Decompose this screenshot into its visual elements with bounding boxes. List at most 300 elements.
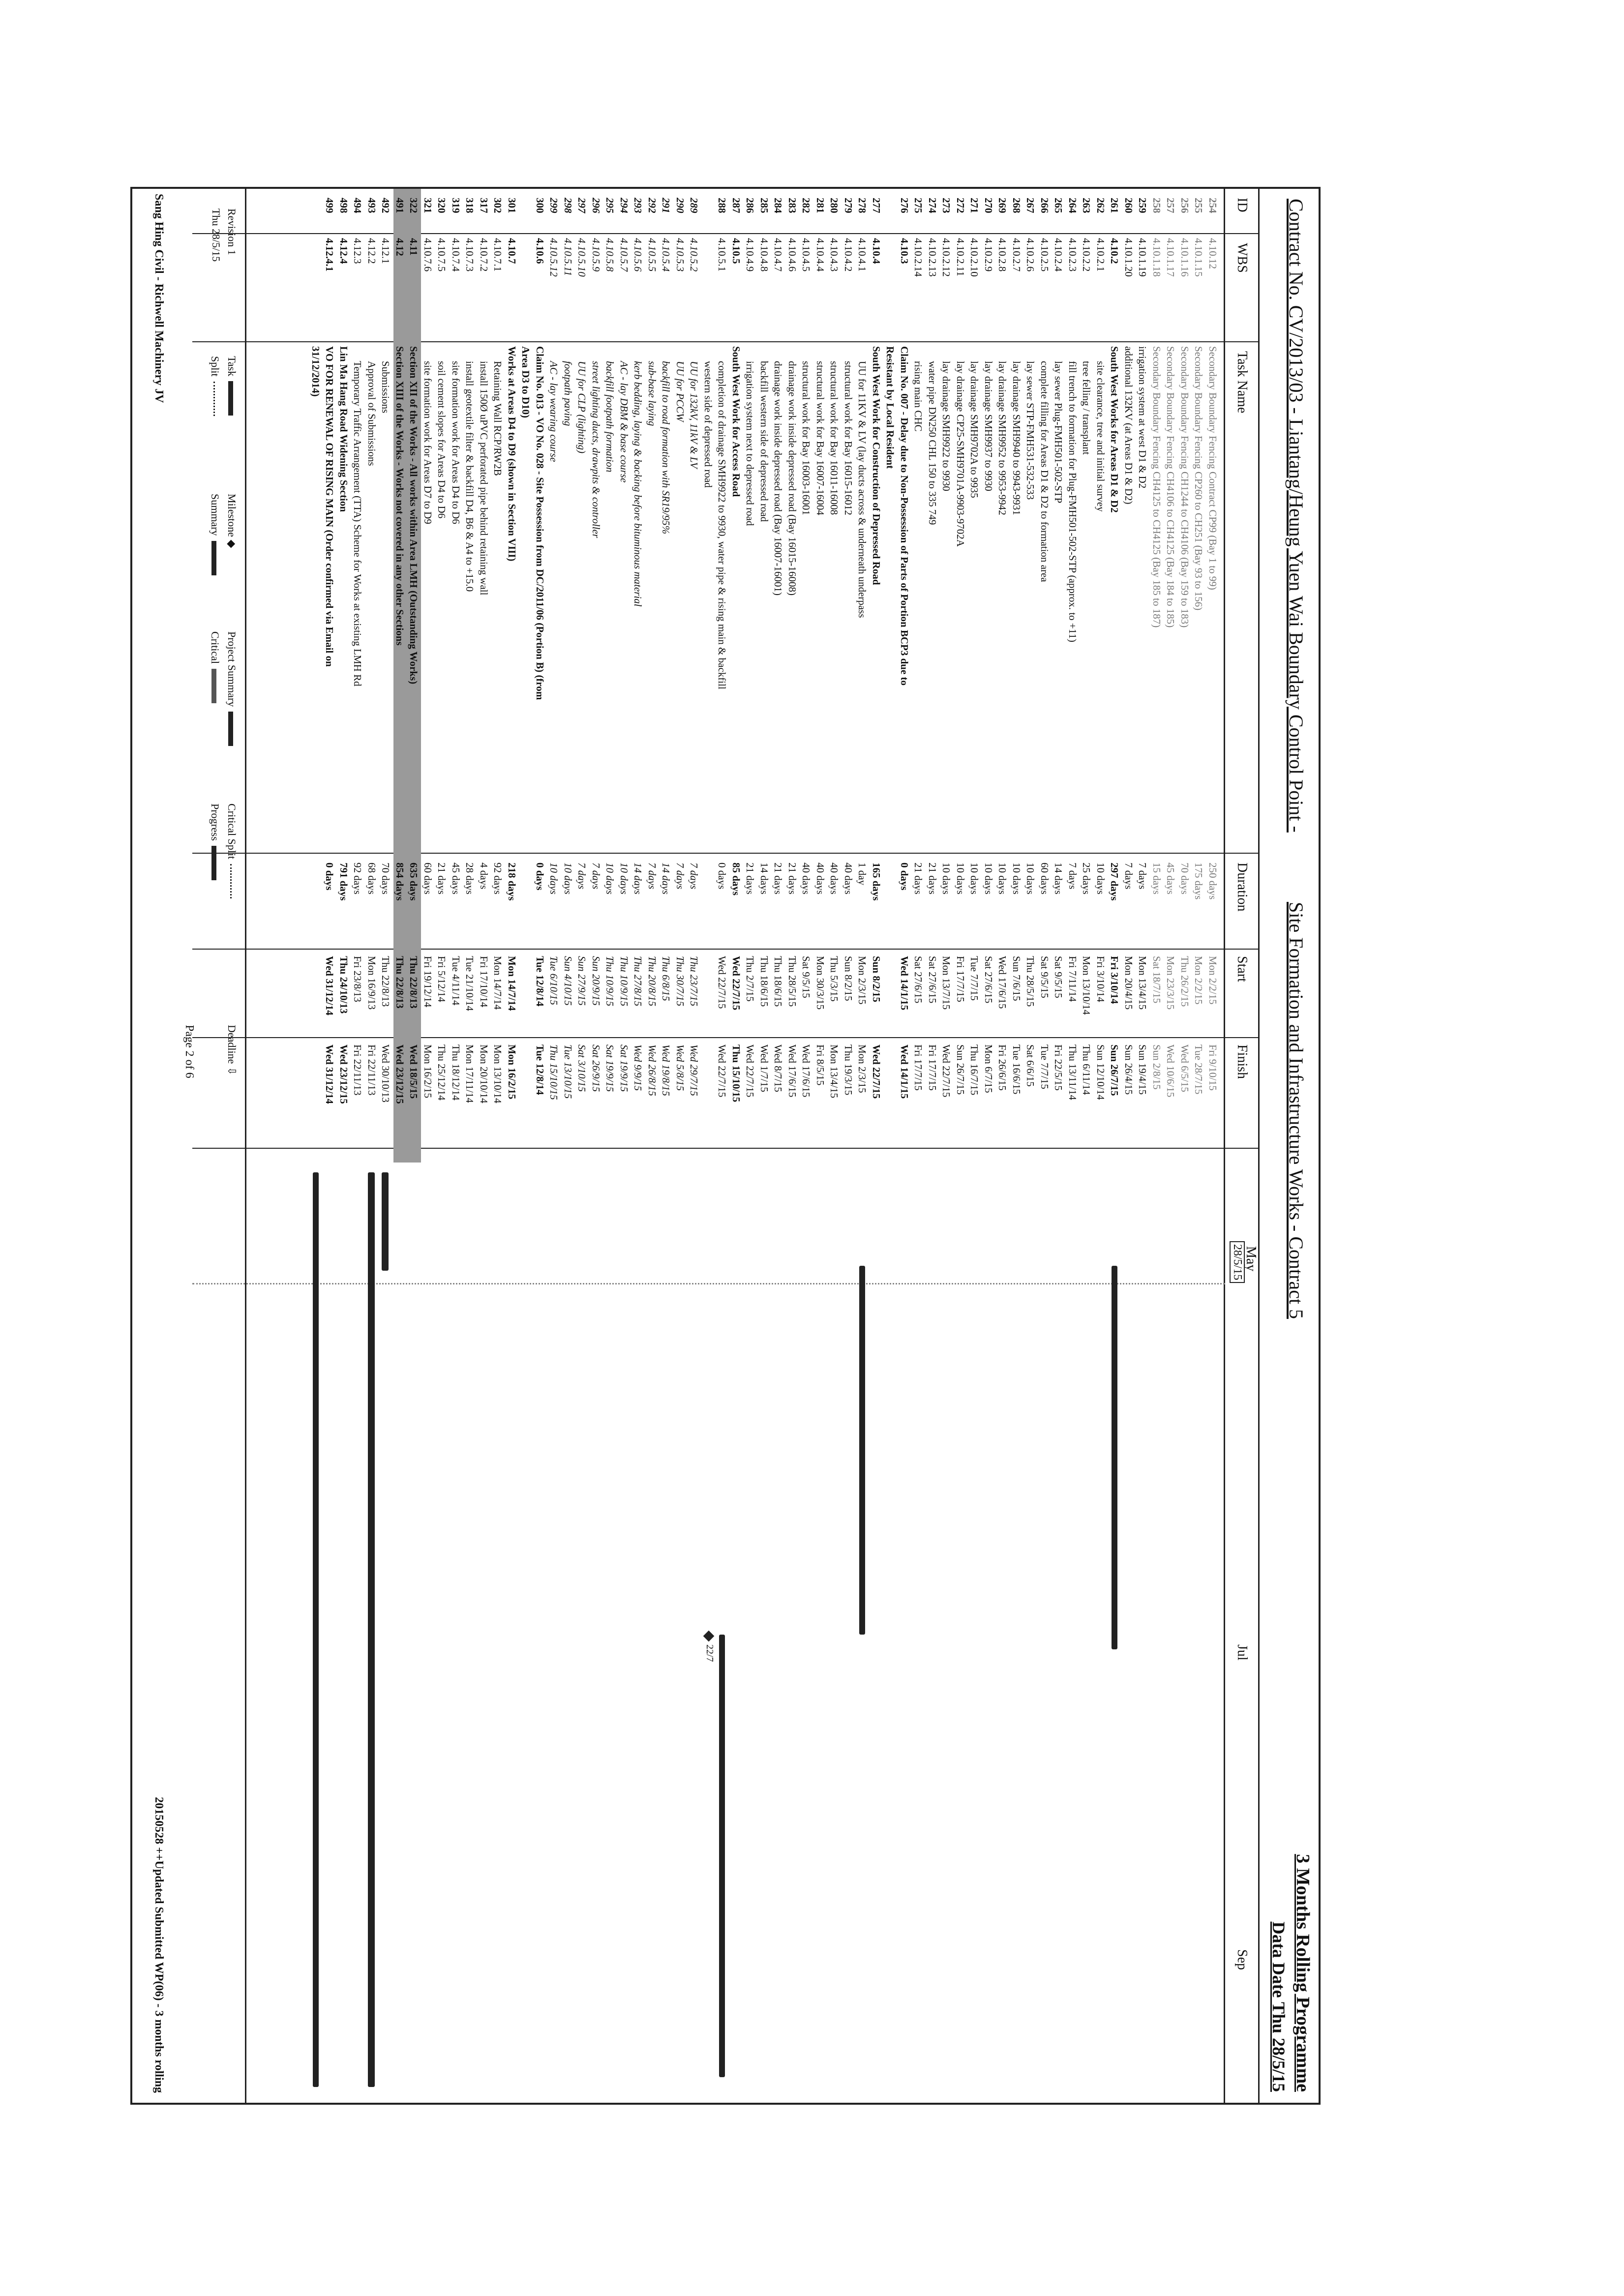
- task-finish: Thu 15/10/15: [730, 1044, 742, 1103]
- task-wbs: 4.10.7.3: [464, 238, 476, 272]
- task-id: 257: [1165, 198, 1177, 213]
- task-finish: Wed 17/6/15: [786, 1044, 798, 1098]
- task-id: 268: [1011, 198, 1023, 213]
- task-start: Sun 8/2/15: [871, 956, 882, 1002]
- task-duration: 10 days: [1095, 863, 1107, 895]
- task-finish: Wed 14/1/15: [899, 1044, 910, 1099]
- table-row: [1081, 189, 1094, 1163]
- bar-lin-ma-hang-road: [313, 1172, 319, 2087]
- col-finish: Finish: [1234, 1044, 1250, 1079]
- task-wbs: 4.12.2: [366, 238, 378, 264]
- table-row: [996, 189, 1010, 1163]
- table-row: [534, 189, 547, 1163]
- task-name: Submissions: [380, 361, 392, 414]
- task-finish: Wed 9/9/15: [632, 1044, 644, 1091]
- timescale-data-date: 28/5/15: [1230, 1241, 1245, 1283]
- table-row: [1066, 189, 1080, 1163]
- task-name: drainage work inside depressed road (Bay 16007-16001): [772, 361, 784, 596]
- task-name: Lin Ma Hang Road Widening Section: [338, 346, 350, 512]
- task-wbs: 4.10.5.12: [548, 238, 560, 277]
- task-duration: 40 days: [842, 863, 854, 895]
- table-row: [842, 189, 856, 1163]
- col-task-name: Task Name: [1234, 351, 1250, 414]
- table-row: [744, 189, 758, 1163]
- table-row: [646, 189, 660, 1163]
- task-start: Fri 19/12/14: [422, 956, 434, 1008]
- task-wbs: 4.10.2.6: [1024, 238, 1037, 272]
- task-name: Secondary Boundary Fencing CH4125 to CH4125 (Bay 185 to 187): [1151, 346, 1163, 628]
- task-duration: 165 days: [871, 863, 882, 901]
- timescale-may: May: [1243, 1246, 1259, 1272]
- task-id: 287: [730, 198, 742, 213]
- task-id: 256: [1179, 198, 1191, 213]
- task-name: Resistant by Local Resident: [884, 346, 897, 469]
- task-start: Tue 4/11/14: [450, 956, 462, 1006]
- bar-section-xiii: [368, 1172, 375, 2087]
- task-duration: 10 days: [940, 863, 953, 895]
- task-wbs: 4.10.4.5: [800, 238, 812, 272]
- task-start: Mon 2/2/15: [1193, 956, 1205, 1005]
- table-row: [674, 189, 688, 1163]
- task-name: fill trench to formation for Plug-FMH501-502-STP (approx. to +11): [1067, 361, 1079, 642]
- task-wbs: 4.10.4.8: [758, 238, 770, 272]
- table-row: [590, 189, 603, 1163]
- table-row: [1193, 189, 1206, 1163]
- task-id: 299: [548, 198, 560, 213]
- task-id: 275: [912, 198, 925, 213]
- task-start: Fri 17/7/15: [955, 956, 966, 1002]
- task-duration: 21 days: [786, 863, 798, 895]
- task-start: Thu 20/8/15: [646, 956, 658, 1007]
- task-wbs: 4.12.4: [338, 238, 350, 264]
- task-name: rising main CHC: [912, 361, 925, 432]
- task-id: 289: [688, 198, 700, 213]
- task-start: Wed 14/1/15: [899, 956, 910, 1011]
- data-date: Data Date Thu 28/5/15: [1269, 1921, 1289, 2092]
- task-finish: Sat 6/6/15: [1024, 1044, 1037, 1087]
- task-id: 270: [983, 198, 994, 213]
- task-finish: Fri 26/6/15: [996, 1044, 1009, 1091]
- task-start: Sat 27/6/15: [927, 956, 938, 1004]
- table-row: [352, 189, 365, 1163]
- table-row: [1038, 189, 1052, 1163]
- task-duration: 21 days: [912, 863, 925, 895]
- task-duration: 0 days: [534, 863, 546, 891]
- task-duration: 21 days: [744, 863, 756, 895]
- task-wbs: 4.10.2.5: [1039, 238, 1051, 272]
- col-start: Start: [1234, 956, 1250, 982]
- task-name: lay drainage SMH9952 to 9953-9942: [996, 361, 1009, 515]
- task-finish: Mon 6/7/15: [983, 1044, 994, 1093]
- task-finish: Wed 10/6/15: [1165, 1044, 1177, 1098]
- task-id: 296: [590, 198, 602, 213]
- task-duration: 45 days: [1165, 863, 1177, 895]
- task-start: Thu 24/10/13: [338, 956, 350, 1014]
- task-duration: 15 days: [1151, 863, 1163, 895]
- task-wbs: 4.10.5.1: [716, 238, 728, 272]
- table-row: [786, 189, 800, 1163]
- task-start: Sun 8/2/15: [842, 956, 854, 1001]
- timescale-sep: Sep: [1234, 1949, 1250, 1970]
- task-finish: Fri 8/5/15: [814, 1044, 826, 1086]
- task-id: 292: [646, 198, 658, 213]
- task-wbs: 4.10.2.1: [1095, 238, 1107, 272]
- task-name: structural work for Bay 16003-16001: [800, 361, 812, 515]
- legend-deadline-label: Deadline: [226, 1025, 238, 1064]
- task-duration: 297 days: [1109, 863, 1121, 901]
- task-start: Thu 22/8/13: [408, 956, 420, 1009]
- task-duration: 10 days: [1024, 863, 1037, 895]
- task-finish: Fri 17/7/15: [912, 1044, 925, 1091]
- bar-access-road: [720, 1635, 725, 2077]
- table-row: [800, 189, 814, 1163]
- task-finish: Sun 26/7/15: [1109, 1044, 1121, 1096]
- table-row: [1150, 189, 1164, 1163]
- task-duration: 175 days: [1193, 863, 1205, 900]
- table-row: [688, 189, 702, 1163]
- data-date-line: [192, 1283, 1225, 1284]
- task-id: 254: [1207, 198, 1219, 213]
- task-finish: Mon 20/10/14: [478, 1044, 490, 1103]
- task-id: 273: [940, 198, 953, 213]
- task-name: Claim No. 007 - Delay due to Non-Possession of Parts of Portion BCP3 due to: [899, 346, 910, 686]
- legend-summary-label: Summary: [209, 494, 221, 536]
- table-row: [870, 189, 884, 1163]
- task-start: Fri 7/11/14: [1067, 956, 1079, 1002]
- task-wbs: 4.10.5.8: [604, 238, 616, 272]
- table-row: [604, 189, 618, 1163]
- task-name: install geotextile filter & backfill D4, B6 & A4 to +15.0: [464, 361, 476, 592]
- task-name: soil cement slopes for Areas D4 to D6: [436, 361, 448, 519]
- table-row: [478, 189, 491, 1163]
- task-wbs: 4.10.4.4: [814, 238, 826, 272]
- legend-milestone-label: Milestone: [226, 494, 238, 537]
- task-start: Sat 27/6/15: [912, 956, 925, 1004]
- task-name: Secondary Boundary Fencing Contract CP99 (Bay 1 to 99): [1207, 346, 1219, 590]
- column-header: [1224, 189, 1260, 2103]
- task-start: Mon 20/4/15: [1123, 956, 1135, 1010]
- task-start: Thu 10/9/15: [604, 956, 616, 1007]
- bar-section-xii: [382, 1172, 389, 1271]
- task-start: Mon 13/10/14: [1081, 956, 1093, 1015]
- task-id: 322: [408, 198, 420, 213]
- task-start: Thu 5/3/15: [828, 956, 841, 1002]
- task-name: South West Work for Construction of Depressed Road: [871, 346, 882, 585]
- task-finish: Wed 23/12/15: [394, 1044, 406, 1104]
- task-name: lay drainage SMH9940 to 9943-9931: [1011, 361, 1023, 515]
- task-finish: Wed 22/7/15: [744, 1044, 756, 1098]
- task-start: Thu 22/8/13: [380, 956, 392, 1007]
- task-id: 261: [1109, 198, 1121, 213]
- task-finish: Fri 17/7/15: [927, 1044, 938, 1091]
- task-finish: Wed 31/12/14: [324, 1044, 336, 1104]
- table-row: [492, 189, 506, 1163]
- task-wbs: 4.10.2.4: [1053, 238, 1065, 272]
- task-start: Thu 28/5/15: [786, 956, 798, 1007]
- task-wbs: 4.10.2.13: [927, 238, 938, 277]
- task-wbs: 4.10.12: [1207, 238, 1219, 269]
- task-id: 301: [506, 198, 518, 213]
- task-name: structural work for Bay 16007-16004: [814, 361, 826, 515]
- task-id: 274: [927, 198, 938, 213]
- task-start: Tue 12/8/14: [534, 956, 546, 1007]
- task-wbs: 4.10.1.19: [1137, 238, 1149, 277]
- table-row: [576, 189, 590, 1163]
- task-duration: 21 days: [772, 863, 784, 895]
- task-finish: Tue 28/7/15: [1193, 1044, 1205, 1095]
- task-finish: Wed 22/7/15: [716, 1044, 728, 1098]
- task-start: Sun 20/9/15: [590, 956, 602, 1006]
- table-row: [309, 189, 323, 1163]
- task-finish: Tue 16/6/15: [1011, 1044, 1023, 1095]
- task-duration: 635 days: [408, 863, 420, 901]
- task-start: Thu 6/8/15: [660, 956, 672, 1001]
- task-name: footpath paving: [562, 361, 574, 426]
- task-start: Sat 18/7/15: [1151, 956, 1163, 1004]
- task-id: 260: [1123, 198, 1135, 213]
- task-name: completion of drainage SMH9922 to 9930, water pipe & rising main & backfill: [716, 361, 728, 689]
- task-name: western side of depressed road: [702, 361, 714, 488]
- project-summary-swatch-icon: [228, 712, 233, 746]
- page-number: Page 2 of 6: [183, 1025, 196, 1078]
- task-start: Thu 26/2/15: [1179, 956, 1191, 1007]
- table-row: [1178, 189, 1192, 1163]
- task-duration: 10 days: [996, 863, 1009, 895]
- task-duration: 70 days: [380, 863, 392, 895]
- task-duration: 0 days: [324, 863, 336, 891]
- table-row: [548, 189, 562, 1163]
- legend-critical-split: [225, 804, 238, 898]
- task-wbs: 4.10.5.6: [632, 238, 644, 272]
- task-finish: Wed 17/6/15: [800, 1044, 812, 1098]
- task-start: Mon 14/7/14: [492, 956, 504, 1010]
- legend-task: [225, 356, 238, 416]
- task-id: 276: [899, 198, 910, 213]
- task-wbs: 4.10.5.9: [590, 238, 602, 272]
- task-name: kerb bedding, laying & backing before bituminous material: [632, 361, 644, 607]
- task-wbs: 4.10.1.20: [1123, 238, 1135, 277]
- task-duration: 14 days: [632, 863, 644, 895]
- task-duration: 10 days: [562, 863, 574, 895]
- task-start: Tue 21/10/14: [464, 956, 476, 1011]
- task-finish: Sun 2/8/15: [1151, 1044, 1163, 1090]
- milestone-diamond-icon: ◆: [226, 539, 238, 548]
- task-start: Sun 4/10/15: [562, 956, 574, 1006]
- task-id: 279: [842, 198, 854, 213]
- table-row: [464, 189, 478, 1163]
- table-row: [1024, 189, 1038, 1163]
- task-id: 285: [758, 198, 770, 213]
- task-name: lay drainage SMH9922 to 9930: [940, 361, 953, 491]
- task-duration: 10 days: [1011, 863, 1023, 895]
- task-finish: Wed 8/7/15: [772, 1044, 784, 1092]
- task-name: Section XII of the Works - All works within Area LMH (Outstanding Works): [408, 346, 420, 685]
- task-start: Mon 23/3/15: [1165, 956, 1177, 1010]
- task-id: 265: [1053, 198, 1065, 213]
- progress-swatch-icon: [211, 846, 216, 880]
- task-id: 318: [464, 198, 476, 213]
- task-finish: Sat 26/9/15: [590, 1044, 602, 1092]
- task-duration: 7 days: [576, 863, 588, 890]
- table-row: [337, 189, 351, 1163]
- task-id: 277: [871, 198, 882, 213]
- table-row: [940, 189, 954, 1163]
- task-name: water pipe DN250 CHL 150 to 335 749: [927, 361, 938, 525]
- table-row: [1122, 189, 1136, 1163]
- legend-critical-label: Critical: [209, 631, 221, 664]
- table-row: [618, 189, 632, 1163]
- task-wbs: 4.10.4.2: [842, 238, 854, 272]
- table-row: [968, 189, 982, 1163]
- task-duration: 25 days: [1081, 863, 1093, 895]
- task-id: 494: [352, 198, 364, 213]
- task-duration: 45 days: [450, 863, 462, 895]
- table-row: [1137, 189, 1150, 1163]
- task-duration: 21 days: [927, 863, 938, 895]
- task-swatch-icon: [228, 381, 233, 416]
- task-wbs: 4.10.1.15: [1193, 238, 1205, 277]
- task-start: Wed 17/6/15: [996, 956, 1009, 1009]
- legend-project-summary-label: Project Summary: [226, 631, 238, 707]
- table-row: [912, 189, 926, 1163]
- task-finish: Thu 25/12/14: [436, 1044, 448, 1101]
- task-id: 258: [1151, 198, 1163, 213]
- task-duration: 10 days: [548, 863, 560, 895]
- task-wbs: 4.10.4: [871, 238, 882, 264]
- task-start: Thu 2/7/15: [744, 956, 756, 1002]
- timescale-jul: Jul: [1234, 1644, 1250, 1661]
- task-id: 300: [534, 198, 546, 213]
- task-finish: Wed 29/7/15: [688, 1044, 700, 1096]
- revision-date: Thu 28/5/15: [210, 209, 222, 262]
- task-name: UU for PCCW: [674, 361, 686, 422]
- task-name: backfill footpath formation: [604, 361, 616, 473]
- task-name: Secondary Boundary Fencing CP260 to CH251 (Bay 93 to 156): [1193, 346, 1205, 611]
- task-start: Thu 10/9/15: [618, 956, 630, 1007]
- task-name: Retaining Wall RCP/RW2B: [492, 361, 504, 476]
- task-id: 259: [1137, 198, 1149, 213]
- task-start: Fri 17/10/14: [478, 956, 490, 1008]
- task-id: 255: [1193, 198, 1205, 213]
- task-id: 297: [576, 198, 588, 213]
- legend-deadline: [225, 1025, 238, 1075]
- table-row: [814, 189, 828, 1163]
- programme-title: 3 Months Rolling Programme: [1293, 1854, 1313, 2092]
- legend-summary: [209, 494, 221, 575]
- task-id: 266: [1039, 198, 1051, 213]
- task-finish: Wed 30/10/13: [380, 1044, 392, 1103]
- task-finish: Wed 5/8/15: [674, 1044, 686, 1091]
- task-duration: 92 days: [492, 863, 504, 895]
- task-id: 286: [744, 198, 756, 213]
- task-id: 492: [380, 198, 392, 213]
- table-row: [898, 189, 912, 1163]
- table-row: [1109, 189, 1122, 1163]
- task-finish: Fri 22/5/15: [1053, 1044, 1065, 1091]
- task-name: Area D3 to D10): [520, 346, 532, 418]
- task-start: Fri 3/10/14: [1109, 956, 1121, 1004]
- task-id: 491: [394, 198, 406, 213]
- task-start: Sun 27/9/15: [576, 956, 588, 1006]
- legend-split: [209, 356, 221, 416]
- legend-split-label: Split: [209, 356, 221, 377]
- task-wbs: 4.10.7.1: [492, 238, 504, 272]
- task-finish: Tue 12/8/14: [534, 1044, 546, 1095]
- task-wbs: 4.10.2.2: [1081, 238, 1093, 272]
- task-id: 272: [955, 198, 966, 213]
- task-duration: 10 days: [618, 863, 630, 895]
- task-finish: Thu 19/3/15: [842, 1044, 854, 1096]
- task-wbs: 4.10.2.9: [983, 238, 994, 272]
- task-finish: Fri 9/10/15: [1207, 1044, 1219, 1091]
- table-row: [982, 189, 996, 1163]
- task-id: 262: [1095, 198, 1107, 213]
- task-start: Sat 27/6/15: [983, 956, 994, 1004]
- table-row: [1165, 189, 1178, 1163]
- task-finish: Fri 22/11/13: [352, 1044, 364, 1096]
- task-start: Mon 2/3/15: [856, 956, 869, 1005]
- critical-split-swatch-icon: [230, 864, 232, 898]
- task-name: UU for CLP (lighting): [576, 361, 588, 454]
- task-name: lay drainage CP25-SMH9701A-9903-9702A: [955, 361, 966, 547]
- task-finish: Sat 19/9/15: [604, 1044, 616, 1092]
- task-finish: Fri 22/11/13: [366, 1044, 378, 1096]
- task-name: site formation work for Areas D7 to D9: [422, 361, 434, 524]
- task-duration: 7 days: [1123, 863, 1135, 890]
- task-duration: 60 days: [1039, 863, 1051, 895]
- task-wbs: 4.10.2.11: [955, 238, 966, 276]
- task-id: 264: [1067, 198, 1079, 213]
- task-wbs: 4.10.6: [534, 238, 546, 264]
- deadline-arrow-icon: ⇩: [226, 1066, 238, 1076]
- task-wbs: 4.10.5: [730, 238, 742, 264]
- task-finish: Sun 12/10/14: [1095, 1044, 1107, 1100]
- table-row: [828, 189, 842, 1163]
- task-finish: Tue 13/10/15: [562, 1044, 574, 1099]
- task-finish: Mon 13/10/14: [492, 1044, 504, 1103]
- task-id: 269: [996, 198, 1009, 213]
- task-wbs: 4.10.4.7: [772, 238, 784, 272]
- task-start: Wed 22/7/15: [730, 956, 742, 1011]
- table-row: [1206, 189, 1220, 1163]
- task-name: Secondary Boundary Fencing CH1244 to CH4106 (Bay 159 to 183): [1179, 346, 1191, 628]
- task-start: Tue 7/7/15: [968, 956, 981, 1001]
- task-finish: Wed 1/7/15: [758, 1044, 770, 1092]
- task-duration: 92 days: [352, 863, 364, 895]
- task-duration: 0 days: [899, 863, 910, 891]
- task-start: Mon 2/2/15: [1207, 956, 1219, 1005]
- task-start: Mon 30/3/15: [814, 956, 826, 1010]
- task-finish: Wed 26/8/15: [646, 1044, 658, 1096]
- task-duration: 854 days: [394, 863, 406, 901]
- task-duration: 7 days: [590, 863, 602, 890]
- table-row: [702, 189, 716, 1163]
- task-finish: Wed 19/8/15: [660, 1044, 672, 1096]
- task-name: lay drainage SMH9937 to 9930: [983, 361, 994, 491]
- table-row: [408, 189, 421, 1163]
- site-title: Site Formation and Infrastructure Works - Contract 5: [1285, 902, 1307, 1319]
- task-id: 291: [660, 198, 672, 213]
- task-start: Thu 23/7/15: [688, 956, 700, 1007]
- bar-south-west-works: [1112, 1266, 1118, 1649]
- task-name: Approval of Submissions: [366, 361, 378, 466]
- table-row: [884, 189, 898, 1163]
- task-start: Mon 16/9/13: [366, 956, 378, 1010]
- task-duration: 14 days: [1053, 863, 1065, 895]
- task-name: install 150Ø uPVC perforated pipe behind retaining wall: [478, 361, 490, 596]
- task-id: 281: [814, 198, 826, 213]
- task-name: structural work for Bay 16011-16008: [828, 361, 841, 515]
